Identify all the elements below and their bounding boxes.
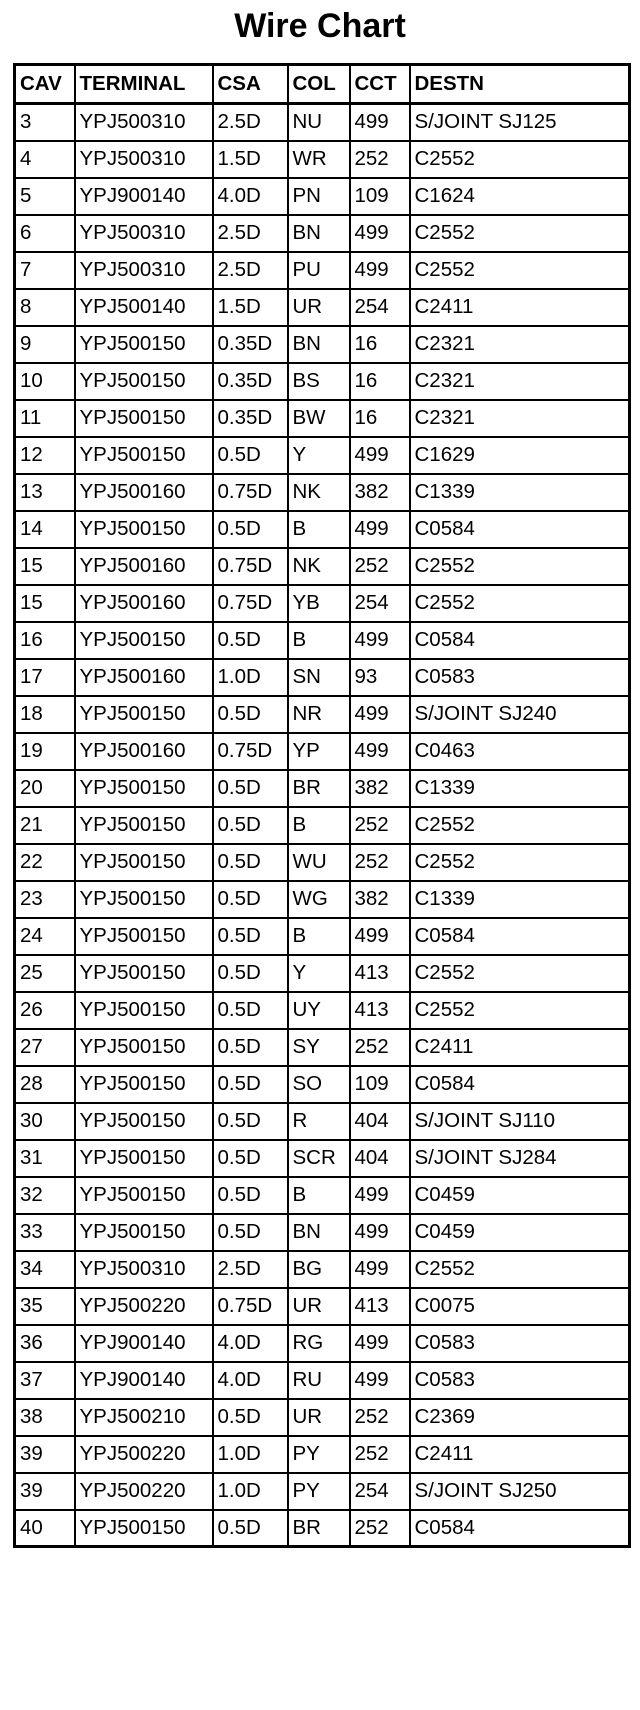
cell-csa: 1.0D: [213, 659, 288, 696]
cell-col: Y: [288, 437, 350, 474]
table-row: [15, 326, 630, 363]
cell-terminal: YPJ500150: [75, 918, 213, 955]
cell-csa: 0.5D: [213, 696, 288, 733]
table-row: [15, 289, 630, 326]
table-row: [15, 622, 630, 659]
cell-terminal: YPJ500160: [75, 733, 213, 770]
cell-cav: 22: [15, 844, 75, 881]
cell-cct: 413: [350, 992, 410, 1029]
cell-destn: C0584: [410, 622, 630, 659]
table-row: [15, 659, 630, 696]
table-row: [15, 474, 630, 511]
cell-csa: 4.0D: [213, 1362, 288, 1399]
cell-terminal: YPJ500150: [75, 881, 213, 918]
cell-terminal: YPJ500310: [75, 141, 213, 178]
cell-cct: 109: [350, 178, 410, 215]
cell-destn: S/JOINT SJ125: [410, 104, 630, 141]
cell-destn: C2552: [410, 955, 630, 992]
header-csa: CSA: [213, 65, 288, 104]
cell-destn: C0584: [410, 1510, 630, 1547]
cell-destn: C1339: [410, 770, 630, 807]
header-col: COL: [288, 65, 350, 104]
cell-cav: 12: [15, 437, 75, 474]
table-row: [15, 363, 630, 400]
cell-csa: 0.5D: [213, 992, 288, 1029]
cell-terminal: YPJ500310: [75, 1251, 213, 1288]
cell-cct: 252: [350, 548, 410, 585]
cell-csa: 0.35D: [213, 326, 288, 363]
cell-cct: 413: [350, 1288, 410, 1325]
cell-cav: 18: [15, 696, 75, 733]
table-row: [15, 1177, 630, 1214]
cell-destn: C2552: [410, 992, 630, 1029]
table-row: [15, 585, 630, 622]
cell-csa: 0.5D: [213, 437, 288, 474]
table-row: [15, 918, 630, 955]
cell-csa: 0.5D: [213, 1510, 288, 1547]
header-destn: DESTN: [410, 65, 630, 104]
cell-terminal: YPJ500150: [75, 1214, 213, 1251]
cell-cct: 404: [350, 1140, 410, 1177]
cell-csa: 0.5D: [213, 918, 288, 955]
cell-cav: 4: [15, 141, 75, 178]
cell-cav: 15: [15, 548, 75, 585]
cell-cav: 19: [15, 733, 75, 770]
cell-cct: 252: [350, 1029, 410, 1066]
table-row: [15, 955, 630, 992]
table-row: [15, 1399, 630, 1436]
cell-terminal: YPJ500160: [75, 474, 213, 511]
cell-col: SO: [288, 1066, 350, 1103]
cell-cct: 252: [350, 1399, 410, 1436]
cell-terminal: YPJ500150: [75, 770, 213, 807]
cell-destn: C2552: [410, 1251, 630, 1288]
table-row: [15, 1066, 630, 1103]
cell-cct: 499: [350, 252, 410, 289]
cell-col: B: [288, 511, 350, 548]
cell-cav: 3: [15, 104, 75, 141]
cell-cav: 14: [15, 511, 75, 548]
cell-destn: C0075: [410, 1288, 630, 1325]
cell-cct: 404: [350, 1103, 410, 1140]
cell-terminal: YPJ500220: [75, 1436, 213, 1473]
cell-col: PY: [288, 1436, 350, 1473]
cell-terminal: YPJ500210: [75, 1399, 213, 1436]
cell-cct: 499: [350, 511, 410, 548]
table-row: [15, 1140, 630, 1177]
cell-col: UY: [288, 992, 350, 1029]
cell-csa: 0.35D: [213, 363, 288, 400]
cell-col: WG: [288, 881, 350, 918]
cell-csa: 0.5D: [213, 844, 288, 881]
cell-cav: 27: [15, 1029, 75, 1066]
table-row: [15, 178, 630, 215]
cell-col: WR: [288, 141, 350, 178]
cell-destn: C1624: [410, 178, 630, 215]
table-row: [15, 733, 630, 770]
cell-terminal: YPJ500150: [75, 622, 213, 659]
table-row: [15, 104, 630, 141]
cell-terminal: YPJ500150: [75, 1103, 213, 1140]
cell-terminal: YPJ500150: [75, 1510, 213, 1547]
header-terminal: TERMINAL: [75, 65, 213, 104]
table-row: [15, 215, 630, 252]
cell-csa: 0.5D: [213, 1066, 288, 1103]
cell-col: PU: [288, 252, 350, 289]
cell-col: WU: [288, 844, 350, 881]
cell-col: BN: [288, 1214, 350, 1251]
cell-destn: C2552: [410, 252, 630, 289]
cell-csa: 4.0D: [213, 178, 288, 215]
cell-cct: 254: [350, 289, 410, 326]
cell-cav: 38: [15, 1399, 75, 1436]
cell-cav: 17: [15, 659, 75, 696]
cell-csa: 0.75D: [213, 474, 288, 511]
cell-cct: 499: [350, 437, 410, 474]
cell-col: YP: [288, 733, 350, 770]
cell-cav: 9: [15, 326, 75, 363]
cell-csa: 4.0D: [213, 1325, 288, 1362]
cell-cct: 382: [350, 881, 410, 918]
cell-col: Y: [288, 955, 350, 992]
table-row: [15, 770, 630, 807]
cell-terminal: YPJ500150: [75, 1066, 213, 1103]
cell-col: NK: [288, 548, 350, 585]
cell-cct: 499: [350, 733, 410, 770]
cell-cav: 26: [15, 992, 75, 1029]
cell-terminal: YPJ500150: [75, 1140, 213, 1177]
cell-col: PN: [288, 178, 350, 215]
cell-cav: 10: [15, 363, 75, 400]
cell-col: PY: [288, 1473, 350, 1510]
cell-cav: 21: [15, 807, 75, 844]
cell-terminal: YPJ500160: [75, 548, 213, 585]
cell-terminal: YPJ500310: [75, 104, 213, 141]
cell-destn: C2321: [410, 363, 630, 400]
table-row: [15, 1362, 630, 1399]
cell-cav: 6: [15, 215, 75, 252]
table-row: [15, 1436, 630, 1473]
cell-terminal: YPJ900140: [75, 178, 213, 215]
cell-destn: C2321: [410, 400, 630, 437]
header-row: [15, 65, 630, 104]
cell-cct: 413: [350, 955, 410, 992]
cell-terminal: YPJ500150: [75, 807, 213, 844]
cell-csa: 1.0D: [213, 1436, 288, 1473]
cell-cav: 23: [15, 881, 75, 918]
cell-destn: C2411: [410, 1436, 630, 1473]
cell-cav: 7: [15, 252, 75, 289]
cell-terminal: YPJ500140: [75, 289, 213, 326]
cell-cct: 252: [350, 807, 410, 844]
cell-cav: 36: [15, 1325, 75, 1362]
cell-terminal: YPJ500160: [75, 659, 213, 696]
cell-terminal: YPJ500150: [75, 955, 213, 992]
table-row: [15, 141, 630, 178]
cell-col: NR: [288, 696, 350, 733]
cell-col: B: [288, 1177, 350, 1214]
cell-cav: 16: [15, 622, 75, 659]
cell-cct: 16: [350, 400, 410, 437]
table-row: [15, 807, 630, 844]
cell-cct: 499: [350, 1251, 410, 1288]
cell-cct: 499: [350, 1325, 410, 1362]
cell-csa: 1.0D: [213, 1473, 288, 1510]
cell-cct: 499: [350, 918, 410, 955]
table-row: [15, 696, 630, 733]
cell-destn: C0583: [410, 1325, 630, 1362]
cell-destn: C1339: [410, 474, 630, 511]
cell-terminal: YPJ500150: [75, 326, 213, 363]
cell-col: UR: [288, 289, 350, 326]
cell-csa: 0.75D: [213, 733, 288, 770]
cell-csa: 2.5D: [213, 1251, 288, 1288]
cell-csa: 1.5D: [213, 289, 288, 326]
cell-destn: C1339: [410, 881, 630, 918]
cell-terminal: YPJ500310: [75, 215, 213, 252]
cell-cav: 32: [15, 1177, 75, 1214]
cell-csa: 1.5D: [213, 141, 288, 178]
table-row: [15, 1214, 630, 1251]
cell-csa: 0.75D: [213, 585, 288, 622]
cell-cct: 252: [350, 844, 410, 881]
cell-terminal: YPJ500150: [75, 844, 213, 881]
cell-col: UR: [288, 1399, 350, 1436]
cell-csa: 0.35D: [213, 400, 288, 437]
cell-destn: S/JOINT SJ250: [410, 1473, 630, 1510]
cell-cct: 93: [350, 659, 410, 696]
cell-cct: 252: [350, 1510, 410, 1547]
cell-cct: 252: [350, 1436, 410, 1473]
cell-csa: 0.75D: [213, 548, 288, 585]
cell-col: BN: [288, 326, 350, 363]
cell-col: SY: [288, 1029, 350, 1066]
cell-col: BW: [288, 400, 350, 437]
cell-cav: 30: [15, 1103, 75, 1140]
cell-terminal: YPJ500220: [75, 1288, 213, 1325]
cell-destn: C0584: [410, 511, 630, 548]
cell-destn: C2411: [410, 289, 630, 326]
cell-csa: 0.5D: [213, 1140, 288, 1177]
cell-terminal: YPJ500150: [75, 437, 213, 474]
cell-cct: 499: [350, 622, 410, 659]
cell-col: NU: [288, 104, 350, 141]
table-row: [15, 1029, 630, 1066]
cell-terminal: YPJ500150: [75, 1029, 213, 1066]
cell-col: BG: [288, 1251, 350, 1288]
table-header: [15, 65, 630, 104]
table-row: [15, 1510, 630, 1547]
cell-csa: 0.5D: [213, 1214, 288, 1251]
cell-cct: 16: [350, 326, 410, 363]
table-row: [15, 400, 630, 437]
cell-destn: C2552: [410, 844, 630, 881]
cell-destn: C2369: [410, 1399, 630, 1436]
cell-csa: 2.5D: [213, 252, 288, 289]
cell-csa: 0.5D: [213, 1399, 288, 1436]
cell-csa: 0.5D: [213, 1177, 288, 1214]
cell-cav: 5: [15, 178, 75, 215]
cell-csa: 2.5D: [213, 215, 288, 252]
cell-terminal: YPJ500150: [75, 992, 213, 1029]
cell-col: B: [288, 622, 350, 659]
cell-cav: 35: [15, 1288, 75, 1325]
cell-cav: 25: [15, 955, 75, 992]
table-row: [15, 252, 630, 289]
cell-csa: 0.5D: [213, 881, 288, 918]
table-row: [15, 511, 630, 548]
cell-terminal: YPJ500150: [75, 696, 213, 733]
cell-col: BS: [288, 363, 350, 400]
table-row: [15, 437, 630, 474]
cell-destn: C0584: [410, 1066, 630, 1103]
cell-col: RU: [288, 1362, 350, 1399]
cell-col: B: [288, 918, 350, 955]
table-row: [15, 1103, 630, 1140]
cell-cct: 499: [350, 215, 410, 252]
cell-cct: 499: [350, 1214, 410, 1251]
cell-cav: 13: [15, 474, 75, 511]
table-row: [15, 1325, 630, 1362]
cell-csa: 0.5D: [213, 807, 288, 844]
cell-cav: 11: [15, 400, 75, 437]
cell-cav: 37: [15, 1362, 75, 1399]
cell-col: BR: [288, 1510, 350, 1547]
cell-destn: S/JOINT SJ284: [410, 1140, 630, 1177]
cell-cct: 254: [350, 1473, 410, 1510]
cell-cct: 499: [350, 1177, 410, 1214]
cell-cav: 40: [15, 1510, 75, 1547]
cell-terminal: YPJ500150: [75, 363, 213, 400]
cell-terminal: YPJ500150: [75, 1177, 213, 1214]
cell-terminal: YPJ500150: [75, 511, 213, 548]
cell-col: B: [288, 807, 350, 844]
cell-destn: C0463: [410, 733, 630, 770]
cell-cct: 252: [350, 141, 410, 178]
cell-cav: 39: [15, 1436, 75, 1473]
table-body: [15, 104, 630, 1547]
cell-col: SN: [288, 659, 350, 696]
cell-cct: 16: [350, 363, 410, 400]
cell-destn: C2411: [410, 1029, 630, 1066]
cell-csa: 0.5D: [213, 1029, 288, 1066]
table-row: [15, 1288, 630, 1325]
cell-cct: 499: [350, 696, 410, 733]
cell-destn: S/JOINT SJ110: [410, 1103, 630, 1140]
cell-csa: 0.5D: [213, 511, 288, 548]
cell-destn: C2552: [410, 141, 630, 178]
cell-destn: C2552: [410, 585, 630, 622]
cell-terminal: YPJ900140: [75, 1325, 213, 1362]
cell-destn: C0583: [410, 659, 630, 696]
wire-chart-table: [13, 63, 631, 1548]
cell-csa: 0.5D: [213, 770, 288, 807]
cell-destn: C0459: [410, 1214, 630, 1251]
cell-destn: C2552: [410, 548, 630, 585]
cell-terminal: YPJ900140: [75, 1362, 213, 1399]
cell-col: BN: [288, 215, 350, 252]
table-row: [15, 992, 630, 1029]
table-row: [15, 1473, 630, 1510]
cell-col: BR: [288, 770, 350, 807]
header-cav: CAV: [15, 65, 75, 104]
cell-cct: 499: [350, 1362, 410, 1399]
cell-cct: 109: [350, 1066, 410, 1103]
cell-col: R: [288, 1103, 350, 1140]
cell-destn: C2321: [410, 326, 630, 363]
table-row: [15, 844, 630, 881]
cell-terminal: YPJ500150: [75, 400, 213, 437]
table-row: [15, 1251, 630, 1288]
cell-cct: 499: [350, 104, 410, 141]
cell-col: UR: [288, 1288, 350, 1325]
cell-destn: C0584: [410, 918, 630, 955]
cell-col: YB: [288, 585, 350, 622]
cell-csa: 2.5D: [213, 104, 288, 141]
cell-destn: C2552: [410, 807, 630, 844]
cell-csa: 0.5D: [213, 1103, 288, 1140]
cell-terminal: YPJ500160: [75, 585, 213, 622]
cell-col: RG: [288, 1325, 350, 1362]
table-row: [15, 548, 630, 585]
cell-cav: 24: [15, 918, 75, 955]
cell-csa: 0.5D: [213, 955, 288, 992]
cell-cct: 382: [350, 770, 410, 807]
cell-csa: 0.5D: [213, 622, 288, 659]
cell-col: NK: [288, 474, 350, 511]
cell-destn: C0459: [410, 1177, 630, 1214]
cell-csa: 0.75D: [213, 1288, 288, 1325]
cell-cav: 39: [15, 1473, 75, 1510]
cell-cct: 254: [350, 585, 410, 622]
cell-cav: 31: [15, 1140, 75, 1177]
cell-destn: C2552: [410, 215, 630, 252]
cell-cav: 28: [15, 1066, 75, 1103]
cell-destn: C0583: [410, 1362, 630, 1399]
cell-cav: 15: [15, 585, 75, 622]
cell-cav: 8: [15, 289, 75, 326]
cell-terminal: YPJ500310: [75, 252, 213, 289]
cell-cct: 382: [350, 474, 410, 511]
cell-cav: 34: [15, 1251, 75, 1288]
page-title: Wire Chart: [234, 7, 406, 45]
header-cct: CCT: [350, 65, 410, 104]
cell-cav: 33: [15, 1214, 75, 1251]
cell-cav: 20: [15, 770, 75, 807]
cell-destn: C1629: [410, 437, 630, 474]
cell-col: SCR: [288, 1140, 350, 1177]
cell-destn: S/JOINT SJ240: [410, 696, 630, 733]
table-row: [15, 881, 630, 918]
cell-terminal: YPJ500220: [75, 1473, 213, 1510]
